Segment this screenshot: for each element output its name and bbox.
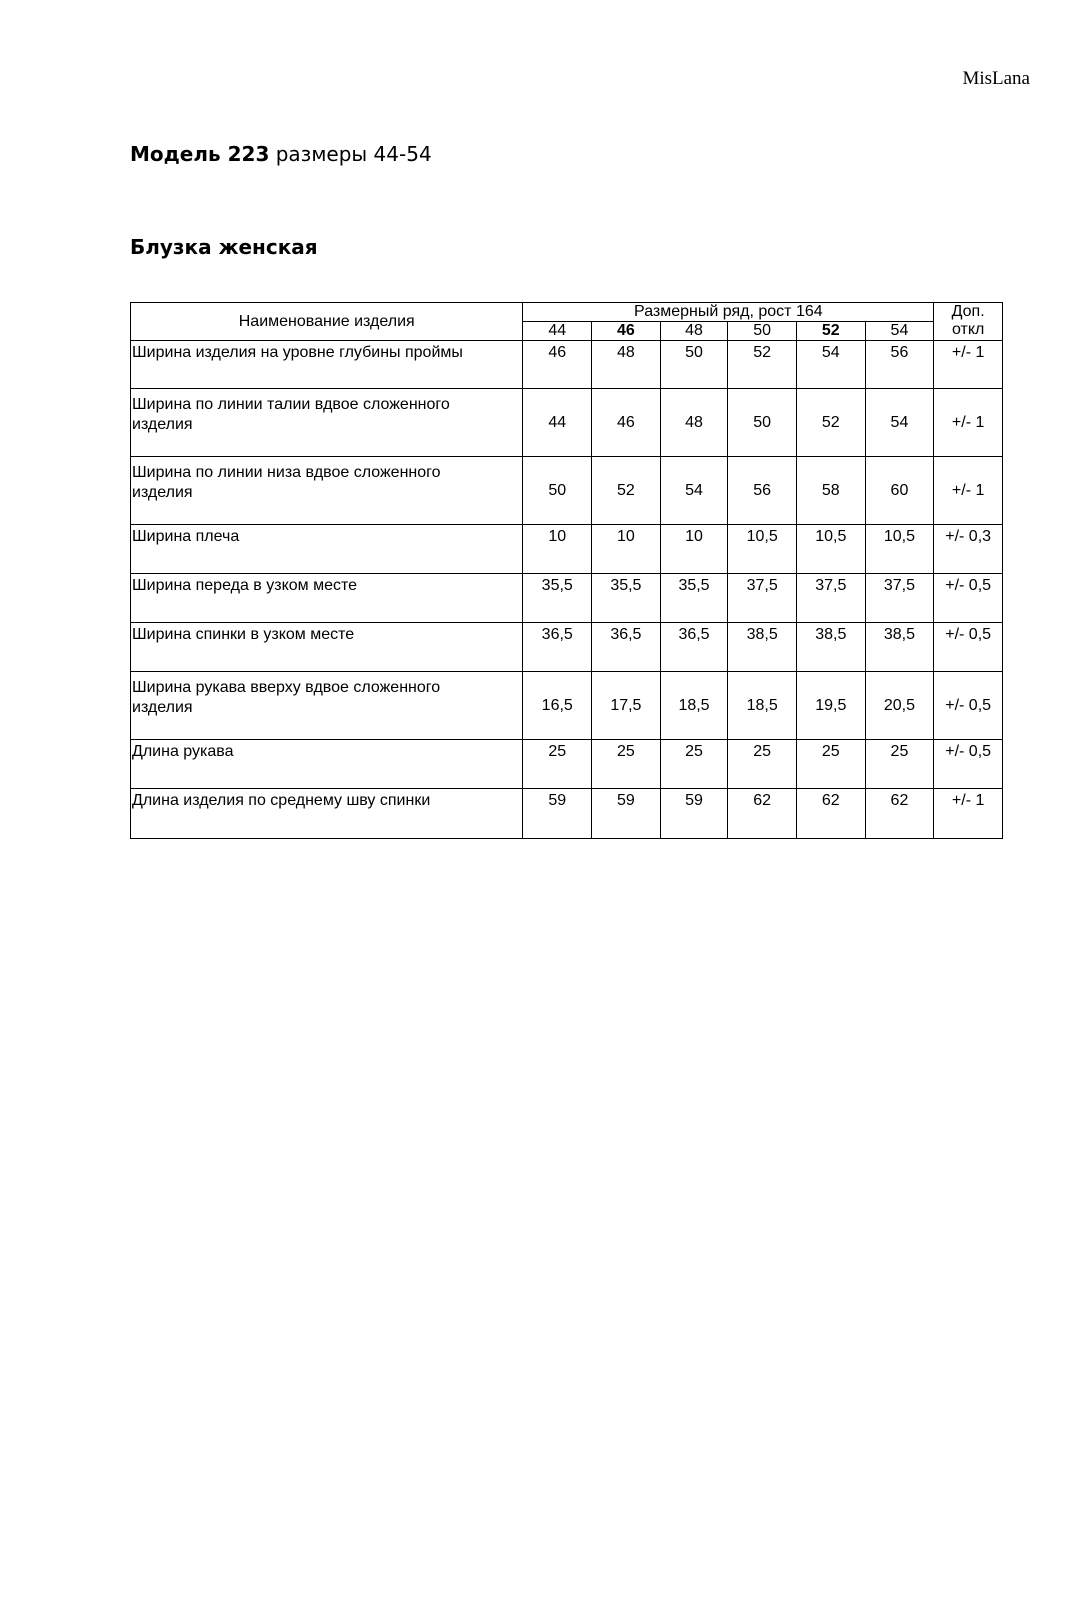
row-name xyxy=(131,672,523,740)
row-name-line-1: Ширина по линии низа вдвое сложенного xyxy=(132,464,441,481)
value-cell-size-52: 58 xyxy=(796,457,865,525)
row-name xyxy=(131,623,523,672)
tolerance-cell: +/- 0,3 xyxy=(934,525,1003,574)
value-cell-size-46: 48 xyxy=(592,341,661,389)
value-cell-size-52: 52 xyxy=(796,389,865,457)
value-cell-size-44: 46 xyxy=(523,341,592,389)
row-name-line-2: изделия xyxy=(132,699,193,716)
value-cell-size-48: 54 xyxy=(660,457,728,525)
row-name-line-1: Ширина рукава вверху вдвое сложенного xyxy=(132,679,441,696)
value-cell-size-54: 62 xyxy=(865,789,934,839)
table-row xyxy=(131,740,1003,789)
tolerance-cell: +/- 1 xyxy=(934,389,1003,457)
value-cell-size-50: 52 xyxy=(728,341,797,389)
row-name xyxy=(131,457,523,525)
value-cell-size-50: 10,5 xyxy=(728,525,797,574)
value-cell-size-48: 48 xyxy=(660,389,728,457)
table-row xyxy=(131,457,1003,525)
row-name-line-1: Ширина изделия на уровне глубины проймы xyxy=(132,344,463,361)
row-name xyxy=(131,740,523,789)
model-number: Модель 223 xyxy=(130,142,270,166)
value-cell-size-44: 10 xyxy=(523,525,592,574)
row-name-line-2: изделия xyxy=(132,484,193,501)
row-name-line-1: Ширина переда в узком месте xyxy=(132,577,358,594)
row-name-line-1: Ширина спинки в узком месте xyxy=(132,626,355,643)
value-cell-size-54: 54 xyxy=(865,389,934,457)
table-row xyxy=(131,789,1003,839)
value-cell-size-52: 38,5 xyxy=(796,623,865,672)
value-cell-size-54: 60 xyxy=(865,457,934,525)
row-name-line-1: Ширина по линии талии вдвое сложенного xyxy=(132,396,450,413)
value-cell-size-48: 36,5 xyxy=(660,623,728,672)
tolerance-cell: +/- 0,5 xyxy=(934,623,1003,672)
header-size-44: 44 xyxy=(523,322,592,341)
table-row xyxy=(131,672,1003,740)
tolerance-cell: +/- 1 xyxy=(934,457,1003,525)
value-cell-size-44: 44 xyxy=(523,389,592,457)
value-cell-size-54: 25 xyxy=(865,740,934,789)
value-cell-size-48: 25 xyxy=(660,740,728,789)
value-cell-size-44: 59 xyxy=(523,789,592,839)
header-tolerance-line-2: откл xyxy=(951,321,985,338)
header-size-46: 46 xyxy=(592,322,661,341)
value-cell-size-52: 25 xyxy=(796,740,865,789)
table-row xyxy=(131,389,1003,457)
value-cell-size-54: 20,5 xyxy=(865,672,934,740)
value-cell-size-46: 35,5 xyxy=(592,574,661,623)
value-cell-size-44: 25 xyxy=(523,740,592,789)
value-cell-size-52: 19,5 xyxy=(796,672,865,740)
product-title: Блузка женская xyxy=(130,235,318,259)
tolerance-cell: +/- 0,5 xyxy=(934,740,1003,789)
value-cell-size-48: 50 xyxy=(660,341,728,389)
value-cell-size-54: 37,5 xyxy=(865,574,934,623)
value-cell-size-50: 25 xyxy=(728,740,797,789)
header-size-52: 52 xyxy=(796,322,865,341)
value-cell-size-46: 17,5 xyxy=(592,672,661,740)
table-row xyxy=(131,341,1003,389)
value-cell-size-46: 46 xyxy=(592,389,661,457)
value-cell-size-50: 18,5 xyxy=(728,672,797,740)
tolerance-cell: +/- 1 xyxy=(934,789,1003,839)
value-cell-size-48: 35,5 xyxy=(660,574,728,623)
value-cell-size-52: 54 xyxy=(796,341,865,389)
row-name-line-1: Длина рукава xyxy=(132,743,234,760)
value-cell-size-50: 38,5 xyxy=(728,623,797,672)
value-cell-size-44: 36,5 xyxy=(523,623,592,672)
brand-name: MisLana xyxy=(962,68,1030,89)
value-cell-size-52: 37,5 xyxy=(796,574,865,623)
header-size-48: 48 xyxy=(660,322,728,341)
row-name xyxy=(131,525,523,574)
value-cell-size-44: 50 xyxy=(523,457,592,525)
value-cell-size-48: 59 xyxy=(660,789,728,839)
value-cell-size-50: 56 xyxy=(728,457,797,525)
value-cell-size-46: 36,5 xyxy=(592,623,661,672)
table-row xyxy=(131,623,1003,672)
value-cell-size-54: 56 xyxy=(865,341,934,389)
value-cell-size-48: 18,5 xyxy=(660,672,728,740)
model-heading xyxy=(130,142,432,166)
row-name xyxy=(131,389,523,457)
value-cell-size-52: 10,5 xyxy=(796,525,865,574)
table-header-row xyxy=(131,303,1003,322)
size-table xyxy=(130,302,1003,839)
tolerance-cell: +/- 0,5 xyxy=(934,574,1003,623)
value-cell-size-46: 59 xyxy=(592,789,661,839)
value-cell-size-52: 62 xyxy=(796,789,865,839)
value-cell-size-48: 10 xyxy=(660,525,728,574)
header-size-range: Размерный ряд, рост 164 xyxy=(523,303,934,322)
row-name xyxy=(131,789,523,839)
value-cell-size-44: 16,5 xyxy=(523,672,592,740)
value-cell-size-54: 10,5 xyxy=(865,525,934,574)
value-cell-size-54: 38,5 xyxy=(865,623,934,672)
row-name-line-1: Длина изделия по среднему шву спинки xyxy=(132,792,431,809)
header-size-50: 50 xyxy=(728,322,797,341)
value-cell-size-46: 25 xyxy=(592,740,661,789)
value-cell-size-50: 62 xyxy=(728,789,797,839)
value-cell-size-46: 52 xyxy=(592,457,661,525)
tolerance-cell: +/- 1 xyxy=(934,341,1003,389)
header-tolerance xyxy=(934,303,1003,341)
value-cell-size-46: 10 xyxy=(592,525,661,574)
table-row xyxy=(131,525,1003,574)
table-row xyxy=(131,574,1003,623)
row-name-line-1: Ширина плеча xyxy=(132,528,240,545)
row-name xyxy=(131,341,523,389)
row-name-line-2: изделия xyxy=(132,416,193,433)
value-cell-size-44: 35,5 xyxy=(523,574,592,623)
row-name xyxy=(131,574,523,623)
header-product-name: Наименование изделия xyxy=(131,303,523,341)
value-cell-size-50: 50 xyxy=(728,389,797,457)
header-size-54: 54 xyxy=(865,322,934,341)
value-cell-size-50: 37,5 xyxy=(728,574,797,623)
tolerance-cell: +/- 0,5 xyxy=(934,672,1003,740)
header-tolerance-line-1: Доп. xyxy=(951,303,985,320)
model-size-range: размеры 44-54 xyxy=(269,142,432,166)
